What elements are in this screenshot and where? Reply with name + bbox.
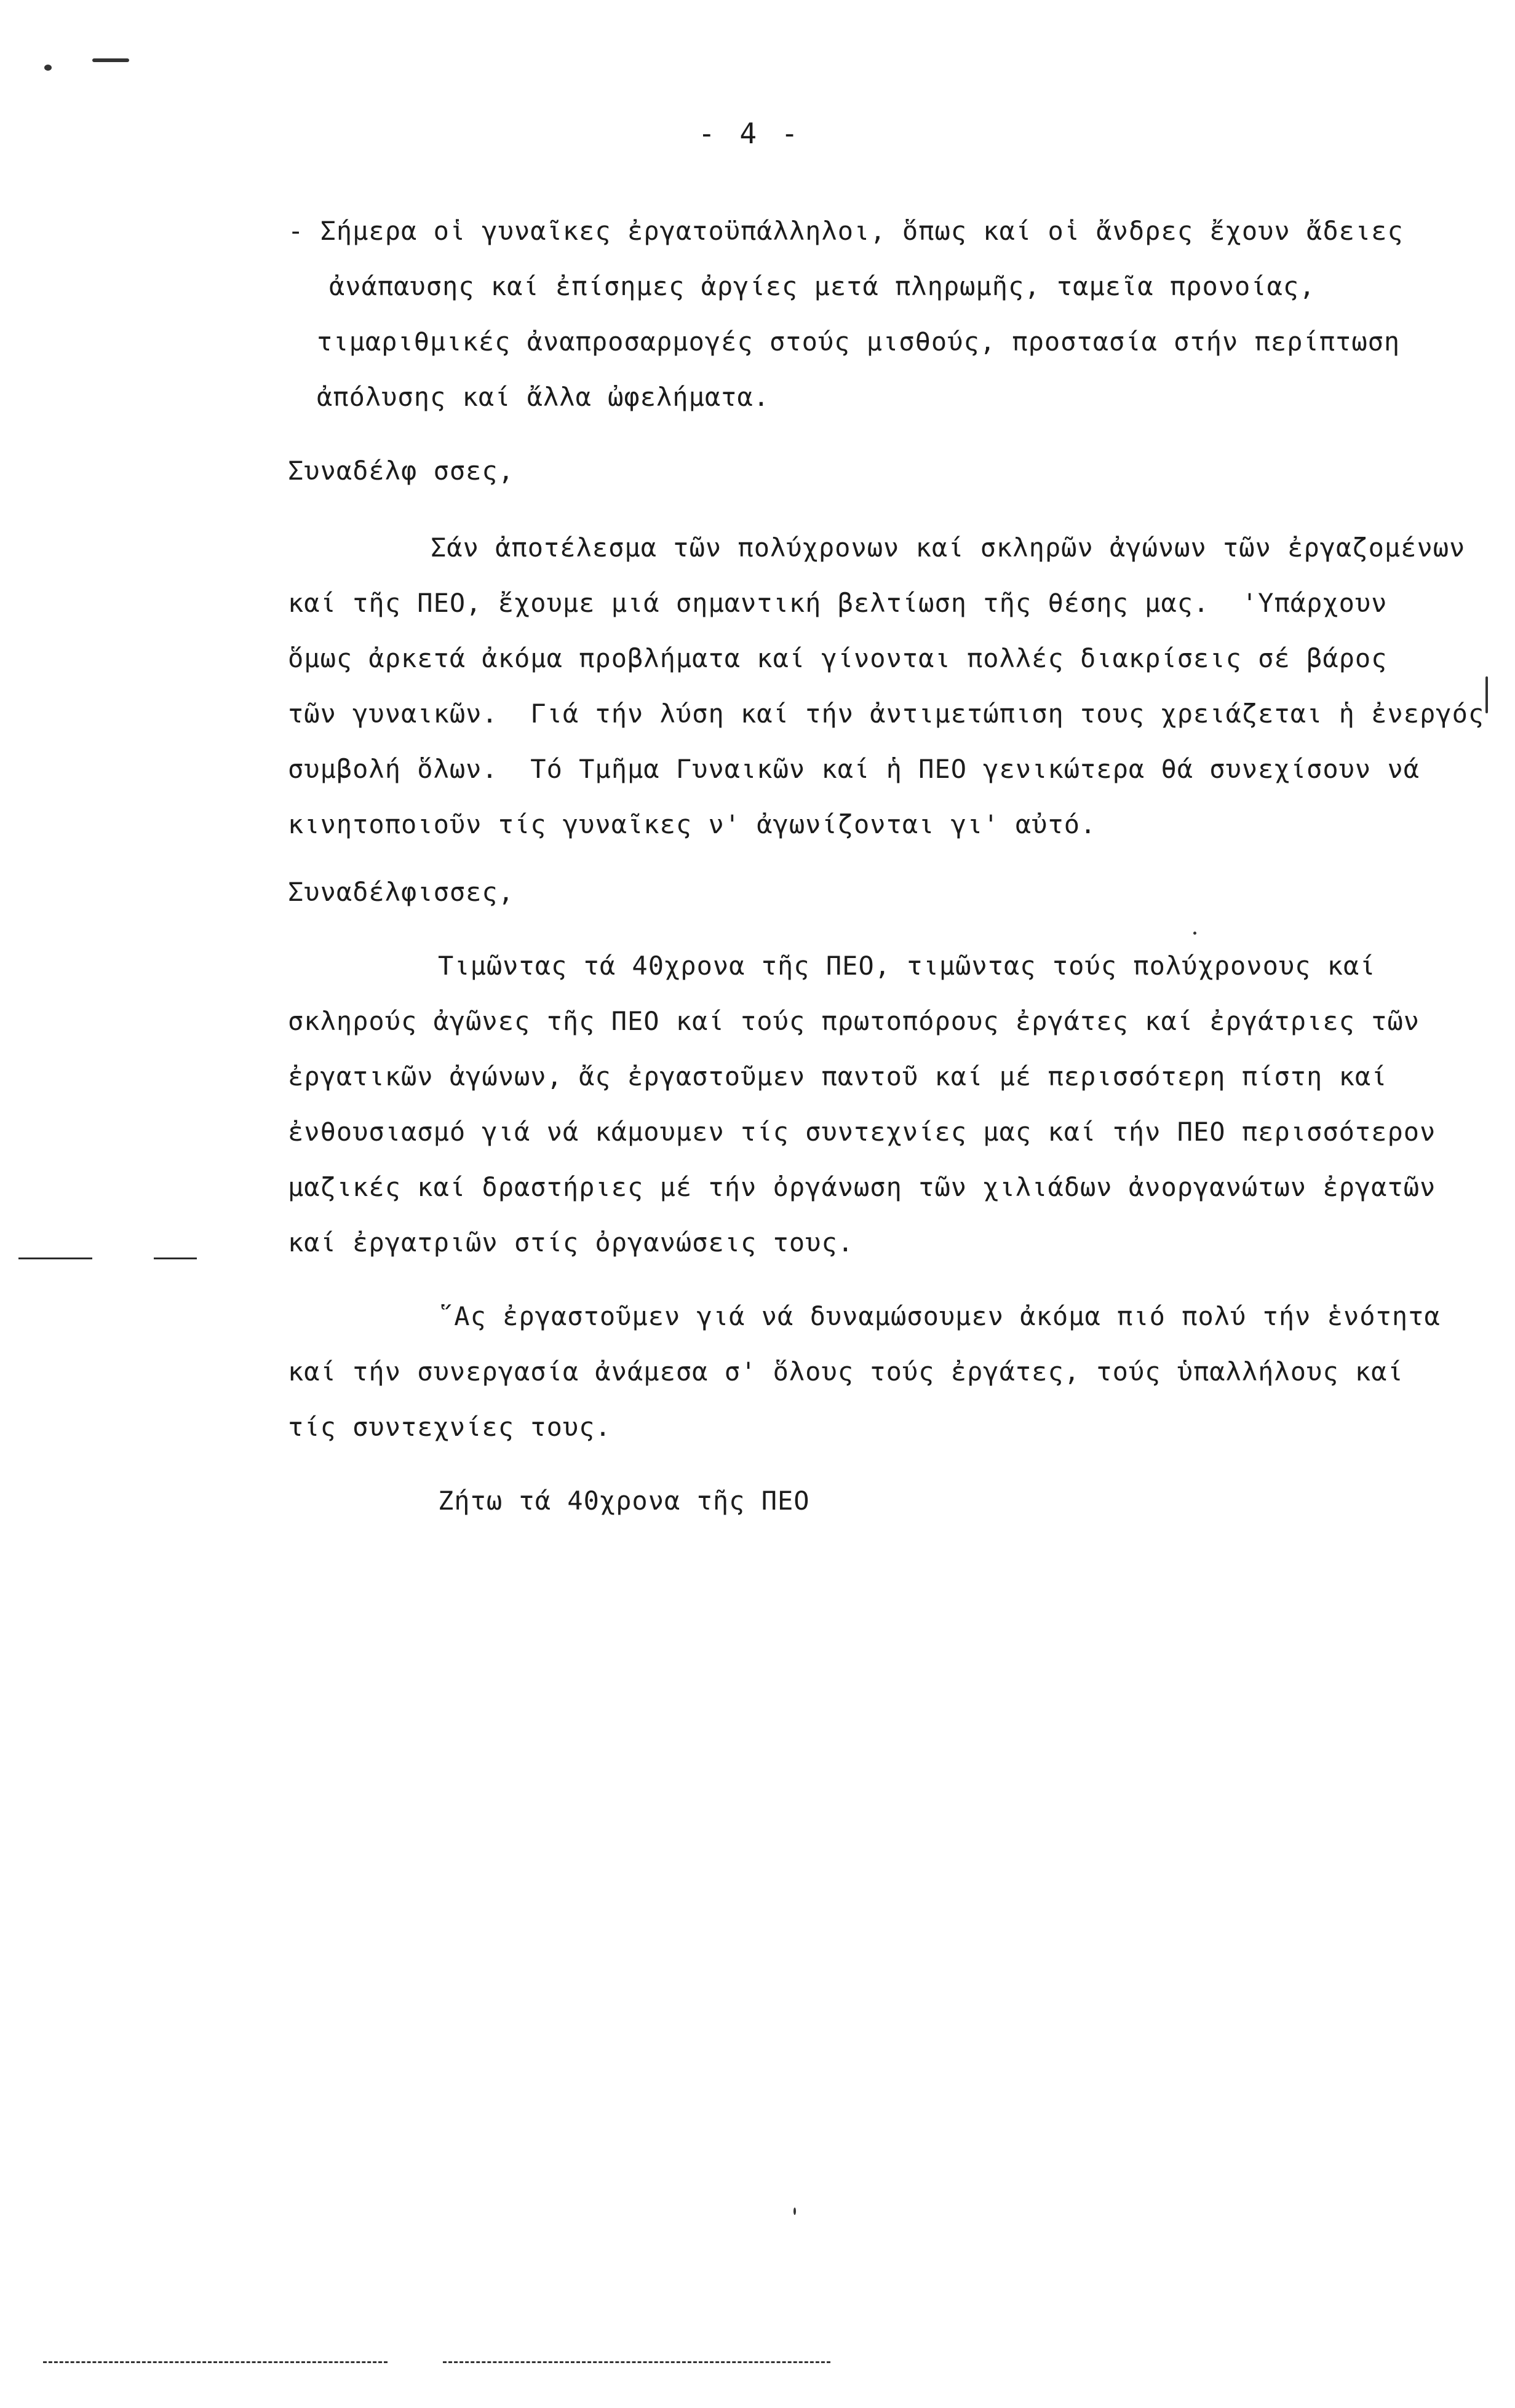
margin-mark <box>154 1257 197 1259</box>
paragraph-1-line-3: τιμαριθμικές ἀναπροσαρμογές στούς μισθούς, προστασία στήν περίπτωση <box>317 327 1401 357</box>
scan-speck <box>1193 932 1196 935</box>
paragraph-3-line-4: ἐνθουσιασμό γιά νά κάμουμεν τίς συντεχνίες μας καί τήν ΠΕΟ περισσότερον <box>288 1117 1436 1147</box>
paragraph-3-line-3: ἐργατικῶν ἀγώνων, ἄς ἐργαστοῦμεν παντοῦ καί μέ περισσότερη πίστη καί <box>288 1061 1388 1091</box>
salutation-2: Συναδέλφισσες, <box>288 877 515 907</box>
scan-speck <box>1485 676 1488 713</box>
paragraph-3-line-6: καί ἐργατριῶν στίς ὀργανώσεις τους. <box>288 1227 854 1257</box>
margin-mark <box>18 1257 92 1259</box>
scan-speck <box>92 58 129 62</box>
page-number: - 4 - <box>698 117 802 150</box>
closing-slogan: Ζήτω τά 40χρονα τῆς ΠΕΟ <box>438 1486 810 1516</box>
salutation-1: Συναδέλφ σσες, <box>288 456 515 486</box>
paragraph-4-line-3: τίς συντεχνίες τους. <box>288 1412 611 1442</box>
paragraph-1-line-2: ἀνάπαυσης καί ἐπίσημες ἀργίες μετά πληρωμῆς, ταμεῖα προνοίας, <box>329 271 1316 301</box>
paragraph-4-line-2: καί τήν συνεργασία ἀνάμεσα σ' ὅλους τούς ἐργάτες, τούς ὑπαλλήλους καί <box>288 1356 1404 1387</box>
paragraph-4-line-1: ῞Ας ἐργαστοῦμεν γιά νά δυναμώσουμεν ἀκόμα πιό πολύ τήν ἑνότητα <box>438 1301 1441 1331</box>
bottom-rule <box>443 2361 830 2363</box>
scan-speck <box>793 2208 796 2215</box>
paragraph-2-line-1: Σάν ἀποτέλεσμα τῶν πολύχρονων καί σκληρῶν ἀγώνων τῶν ἐργαζομένων <box>431 533 1466 563</box>
paragraph-1-line-1: - Σήμερα οἱ γυναῖκες ἐργατοϋπάλληλοι, ὅπως καί οἱ ἄνδρες ἔχουν ἄδειες <box>288 216 1404 246</box>
paragraph-2-line-4: τῶν γυναικῶν. Γιά τήν λύση καί τήν ἀντιμετώπιση τους χρειάζεται ἡ ἐνεργός <box>288 699 1485 729</box>
paragraph-2-line-5: συμβολή ὅλων. Τό Τμῆμα Γυναικῶν καί ἡ ΠΕΟ γενικώτερα θά συνεχίσουν νά <box>288 754 1420 784</box>
paragraph-1-line-4: ἀπόλυσης καί ἄλλα ὠφελήματα. <box>317 382 770 412</box>
bottom-rule <box>43 2361 388 2363</box>
paragraph-2-line-3: ὅμως ἀρκετά ἀκόμα προβλήματα καί γίνονται πολλές διακρίσεις σέ βάρος <box>288 643 1388 673</box>
paragraph-3-line-2: σκληρούς ἀγῶνες τῆς ΠΕΟ καί τούς πρωτοπόρους ἐργάτες καί ἐργάτριες τῶν <box>288 1006 1420 1036</box>
paragraph-2-line-2: καί τῆς ΠΕΟ, ἔχουμε μιά σημαντική βελτίωση τῆς θέσης μας. 'Υπάρχουν <box>288 588 1388 618</box>
paragraph-3-line-5: μαζικές καί δραστήριες μέ τήν ὀργάνωση τῶν χιλιάδων ἀνοργανώτων ἐργατῶν <box>288 1172 1436 1202</box>
paragraph-3-line-1: Τιμῶντας τά 40χρονα τῆς ΠΕΟ, τιμῶντας τούς πολύχρονους καί <box>438 951 1376 981</box>
paragraph-2-line-6: κινητοποιοῦν τίς γυναῖκες ν' ἀγωνίζονται γι' αὐτό. <box>288 809 1097 839</box>
scan-speck <box>44 65 52 71</box>
